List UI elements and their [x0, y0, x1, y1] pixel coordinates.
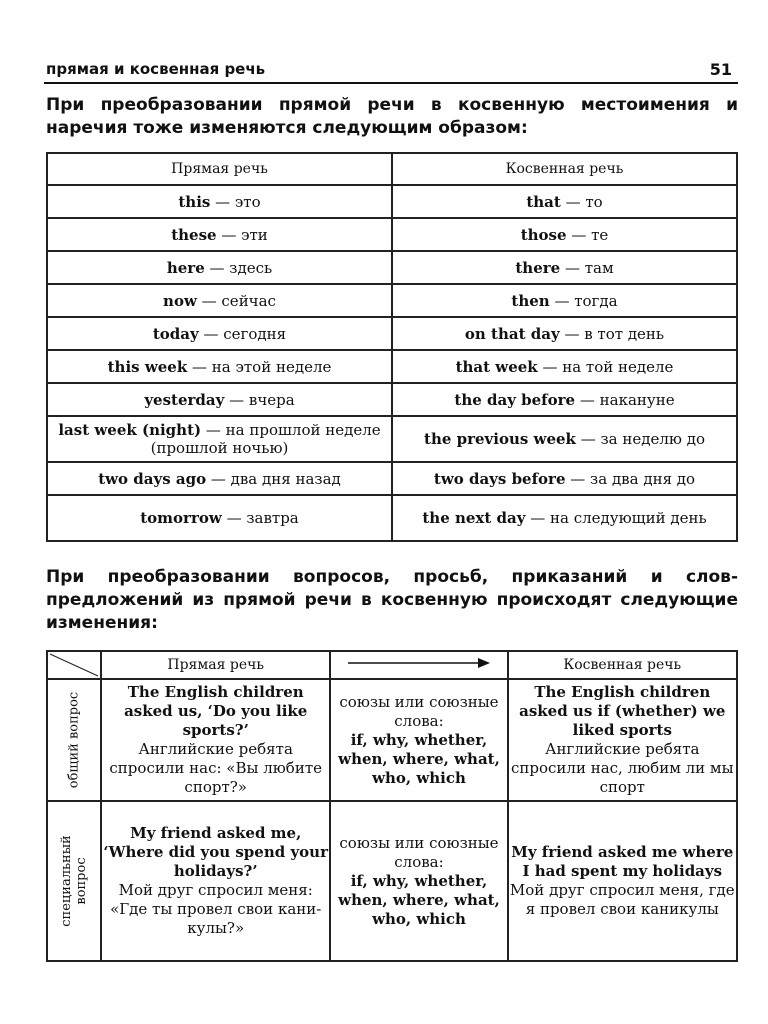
running-title: прямая и косвенная речь — [46, 60, 266, 78]
row-label: общий вопрос — [66, 691, 82, 789]
direct-translation: — на прошлой неделе (прошлой ночью) — [150, 421, 381, 457]
indirect-translation: — в тот день — [559, 324, 665, 343]
conjunctions-cell — [330, 801, 507, 961]
table-row — [47, 218, 737, 251]
indirect-word: the day before — [454, 390, 576, 409]
diagonal-line — [48, 652, 100, 678]
direct-cell — [47, 416, 392, 462]
direct-english: The English children asked us, ‘Do you like sports?’ — [124, 683, 308, 739]
conjunctions-list: if, why, whether, when, where, what, who, which — [338, 871, 500, 928]
indirect-word: the next day — [422, 509, 526, 527]
direct-speech-header: Прямая речь — [47, 153, 392, 185]
direct-translation: — два дня назад — [206, 469, 341, 488]
direct-translation: — это — [210, 192, 261, 211]
indirect-english: The English children asked us if (whether) we liked sports — [519, 683, 726, 739]
header-rule — [44, 82, 738, 84]
page-header — [44, 60, 736, 82]
direct-russian: Мой друг спросил меня: «Где ты провел свои кани-кулы?» — [110, 881, 322, 937]
intro-paragraph: При преобразовании прямой речи в косвенную местоимения и наречия тоже изменяются следующим образом: — [46, 95, 738, 138]
direct-translation: — сейчас — [196, 291, 276, 310]
indirect-russian: Английские ребята спросили нас, любим ли мы спорт — [510, 740, 734, 796]
indirect-word: that — [526, 192, 561, 211]
direct-translation: — завтра — [221, 509, 299, 527]
corner-cell — [47, 651, 101, 679]
table-row — [47, 251, 737, 284]
table-header-row — [47, 153, 737, 185]
indirect-cell — [392, 284, 737, 317]
right-arrow-icon — [344, 656, 494, 670]
page-number: 51 — [709, 60, 732, 79]
indirect-translation: — на следующий день — [525, 509, 707, 527]
table-row — [47, 462, 737, 495]
direct-word: here — [166, 258, 205, 277]
questions-table — [46, 650, 738, 962]
table-row — [47, 495, 737, 541]
indirect-translation: — тогда — [549, 291, 618, 310]
direct-word: last week (night) — [58, 421, 202, 439]
conjunctions-label: союзы или союзные слова: — [339, 833, 499, 871]
direct-cell — [47, 317, 392, 350]
indirect-word: two days before — [433, 469, 566, 488]
indirect-cell — [508, 801, 737, 961]
table-row — [47, 284, 737, 317]
direct-translation: — на этой неделе — [187, 357, 332, 376]
direct-cell — [101, 679, 330, 801]
arrow-header — [330, 651, 507, 679]
row-label: специальный вопрос — [59, 835, 89, 927]
indirect-translation: — то — [560, 192, 603, 211]
direct-translation: — эти — [216, 225, 268, 244]
table-row — [47, 317, 737, 350]
direct-cell — [101, 801, 330, 961]
direct-word: these — [171, 225, 217, 244]
indirect-word: those — [520, 225, 567, 244]
indirect-speech-header: Косвенная речь — [392, 153, 737, 185]
direct-word: now — [163, 291, 197, 310]
indirect-cell — [392, 251, 737, 284]
direct-word: two days ago — [98, 469, 207, 488]
direct-cell — [47, 284, 392, 317]
direct-russian: Английские ребята спросили нас: «Вы любите спорт?» — [109, 740, 322, 796]
direct-cell — [47, 185, 392, 218]
direct-cell — [47, 495, 392, 541]
direct-word: yesterday — [144, 390, 225, 409]
second-intro-paragraph: При преобразовании вопросов, просьб, приказаний и слов-предложений из прямой речи в косвенную происходят следующие изменения: — [46, 567, 738, 633]
table-row — [47, 185, 737, 218]
indirect-word: the previous week — [424, 430, 576, 448]
direct-word: this week — [107, 357, 188, 376]
indirect-cell — [392, 218, 737, 251]
indirect-word: that week — [455, 357, 538, 376]
pronouns-adverbs-table — [46, 152, 738, 542]
indirect-cell — [392, 383, 737, 416]
direct-speech-header: Прямая речь — [101, 651, 330, 679]
table-row — [47, 383, 737, 416]
indirect-translation: — за два дня до — [565, 469, 696, 488]
indirect-translation: — за неделю до — [575, 430, 705, 448]
indirect-english: My friend asked me where I had spent my holidays — [511, 843, 734, 880]
direct-word: tomorrow — [140, 509, 222, 527]
indirect-speech-header: Косвенная речь — [508, 651, 737, 679]
direct-word: today — [152, 324, 199, 343]
table-row — [47, 350, 737, 383]
table-row — [47, 416, 737, 462]
conjunctions-list: if, why, whether, when, where, what, who, which — [338, 730, 500, 787]
indirect-cell — [508, 679, 737, 801]
direct-translation: — здесь — [204, 258, 273, 277]
indirect-cell — [392, 185, 737, 218]
row-label-cell — [47, 801, 101, 961]
direct-translation: — вчера — [224, 390, 295, 409]
indirect-cell — [392, 462, 737, 495]
indirect-word: then — [511, 291, 550, 310]
table-row — [47, 801, 737, 961]
direct-translation: — сегодня — [198, 324, 287, 343]
table-row — [47, 679, 737, 801]
table-header-row — [47, 651, 737, 679]
direct-cell — [47, 218, 392, 251]
conjunctions-cell — [330, 679, 507, 801]
indirect-cell — [392, 317, 737, 350]
indirect-cell — [392, 416, 737, 462]
indirect-russian: Мой друг спросил меня, где я провел свои каникулы — [509, 881, 735, 918]
direct-cell — [47, 462, 392, 495]
row-label-cell — [47, 679, 101, 801]
indirect-word: there — [515, 258, 561, 277]
indirect-translation: — на той неделе — [537, 357, 674, 376]
indirect-cell — [392, 495, 737, 541]
conjunctions-label: союзы или союзные слова: — [339, 692, 499, 730]
direct-cell — [47, 350, 392, 383]
direct-cell — [47, 383, 392, 416]
direct-english: My friend asked me, ‘Where did you spend your holidays?’ — [103, 824, 328, 880]
indirect-translation: — накануне — [575, 390, 675, 409]
indirect-translation: — те — [566, 225, 609, 244]
direct-cell — [47, 251, 392, 284]
indirect-cell — [392, 350, 737, 383]
indirect-word: on that day — [464, 324, 560, 343]
direct-word: this — [178, 192, 211, 211]
indirect-translation: — там — [560, 258, 614, 277]
